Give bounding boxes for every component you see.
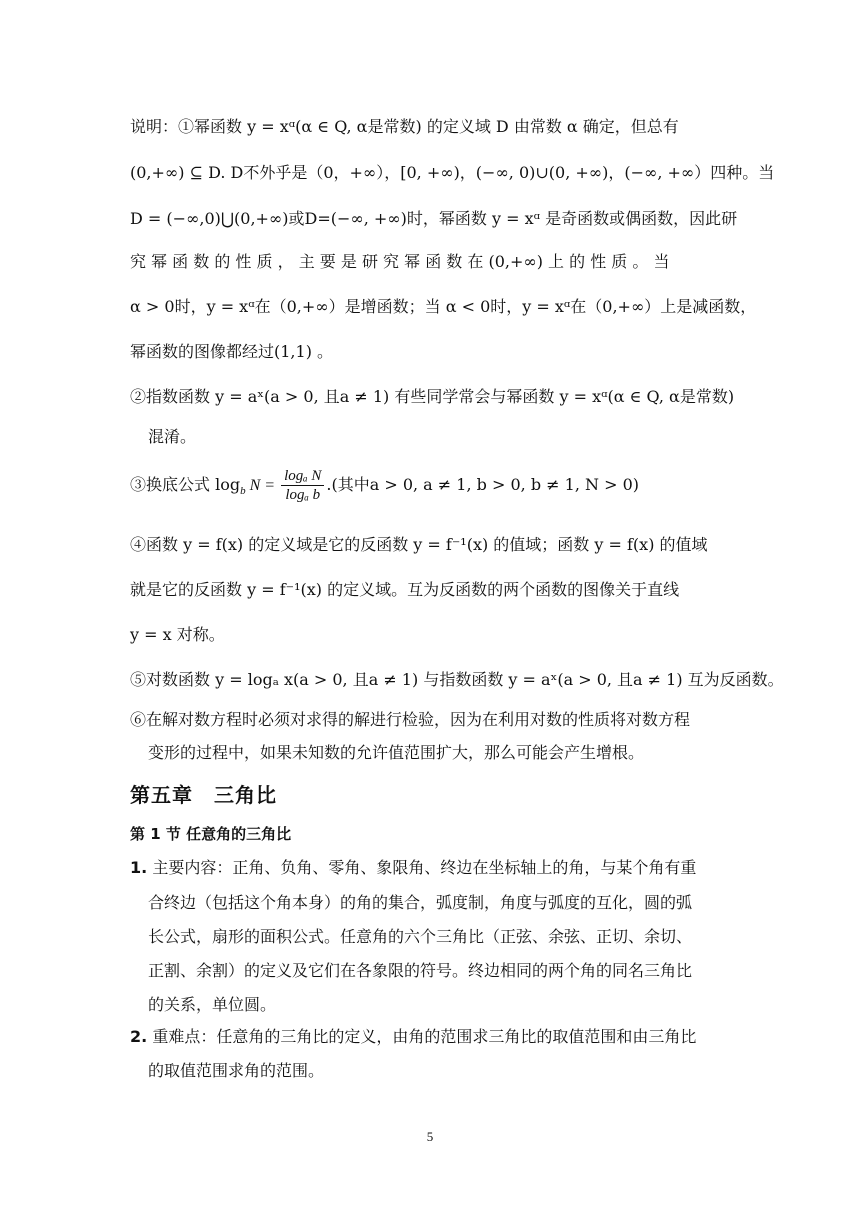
formula-conditions: .(其中a > 0, a ≠ 1, b > 0, b ≠ 1, N > 0) bbox=[326, 475, 639, 494]
note-line: ④函数 y = f(x) 的定义域是它的反函数 y = f⁻¹(x) 的值域；函数 y = f(x) 的值域 bbox=[130, 535, 708, 554]
item-continuation: 的取值范围求角的范围。 bbox=[148, 1061, 325, 1080]
item-number: 1. bbox=[130, 858, 148, 877]
item-text: 重难点：任意角的三角比的定义，由角的范围求三角比的取值范围和由三角比 bbox=[152, 1027, 697, 1046]
note-line: 究 幂 函 数 的 性 质 ， 主 要 是 研 究 幂 函 数 在 (0,+∞) 上 的 性 质 。 当 bbox=[130, 252, 670, 271]
chapter-title: 第五章 三角比 bbox=[130, 783, 277, 807]
section-title: 第 1 节 任意角的三角比 bbox=[130, 825, 292, 843]
formula-eq: N = bbox=[245, 477, 280, 494]
formula-base: b bbox=[240, 485, 246, 498]
note-line: D = (−∞,0)⋃(0,+∞)或D=(−∞, +∞)时，幂函数 y = xᵅ 是奇函数或偶函数，因此研 bbox=[130, 209, 738, 228]
note-line: ②指数函数 y = aˣ(a > 0, 且a ≠ 1) 有些同学常会与幂函数 y = xᵅ(α ∈ Q, α是常数) bbox=[130, 387, 735, 406]
fraction-numerator: logₐ N bbox=[281, 467, 324, 486]
list-item bbox=[130, 858, 696, 878]
change-of-base-formula bbox=[130, 465, 639, 511]
note-line: 变形的过程中，如果未知数的允许值范围扩大，那么可能会产生增根。 bbox=[148, 743, 645, 762]
item-continuation: 长公式，扇形的面积公式。任意角的六个三角比（正弦、余弦、正切、余切、 bbox=[148, 927, 693, 946]
item-text: 主要内容：正角、负角、零角、象限角、终边在坐标轴上的角，与某个角有重 bbox=[152, 858, 697, 877]
item-continuation: 合终边（包括这个角本身）的角的集合，弧度制，角度与弧度的互化，圆的弧 bbox=[148, 893, 693, 912]
list-item bbox=[130, 1027, 696, 1047]
note-line: 就是它的反函数 y = f⁻¹(x) 的定义域。互为反函数的两个函数的图像关于直线 bbox=[130, 580, 680, 599]
item-continuation: 正割、余割）的定义及它们在各象限的符号。终边相同的两个角的同名三角比 bbox=[148, 961, 693, 980]
note-line: y = x 对称。 bbox=[130, 625, 225, 644]
note-line: 说明：①幂函数 y = xᵅ(α ∈ Q, α是常数) 的定义域 D 由常数 α 确定，但总有 bbox=[130, 117, 679, 136]
fraction bbox=[281, 467, 324, 504]
note-line: (0,+∞) ⊆ D. D不外乎是（0，+∞），[0, +∞)，(−∞, 0)∪(0, +∞)，(−∞, +∞）四种。当 bbox=[130, 163, 775, 182]
formula-prefix: ③换底公式 log bbox=[130, 475, 241, 494]
item-number: 2. bbox=[130, 1027, 148, 1046]
note-line: ⑤对数函数 y = logₐ x(a > 0, 且a ≠ 1) 与指数函数 y = aˣ(a > 0, 且a ≠ 1) 互为反函数。 bbox=[130, 670, 784, 689]
note-line: α > 0时，y = xᵅ在（0,+∞）是增函数；当 α < 0时，y = xᵅ在（0,+∞）上是减函数， bbox=[130, 297, 757, 316]
note-line: ⑥在解对数方程时必须对求得的解进行检验，因为在利用对数的性质将对数方程 bbox=[130, 710, 691, 729]
note-line: 混淆。 bbox=[148, 427, 197, 446]
item-continuation: 的关系，单位圆。 bbox=[148, 995, 277, 1014]
note-line: 幂函数的图像都经过(1,1) 。 bbox=[130, 342, 334, 361]
fraction-denominator: logₐ b bbox=[285, 487, 321, 503]
page-number: 5 bbox=[426, 1129, 434, 1144]
